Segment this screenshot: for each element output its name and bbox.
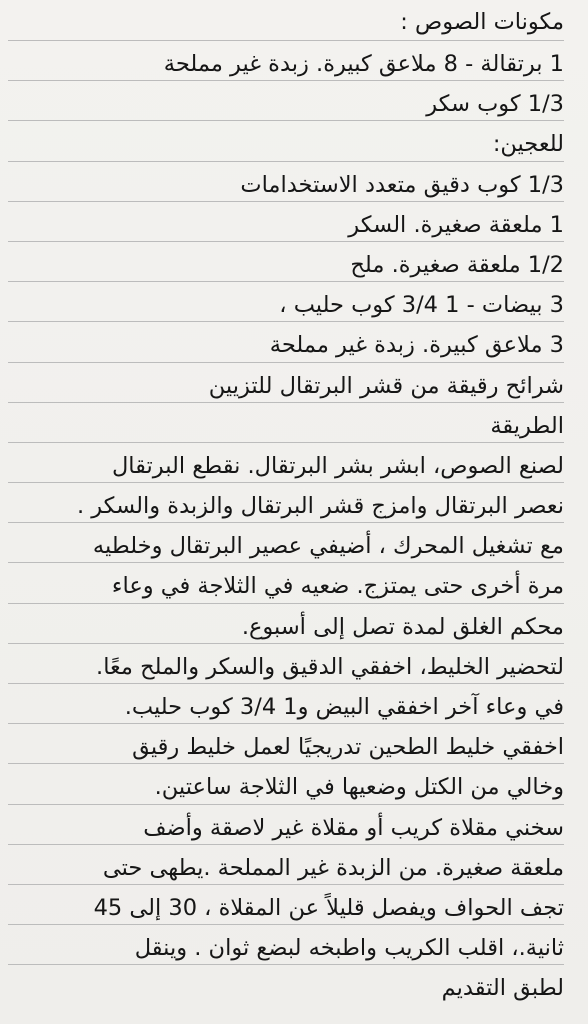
note-line: شرائح رقيقة من قشر البرتقال للتزيين — [8, 363, 564, 403]
note-line: 3 بيضات - 1 3/4 كوب حليب ، — [8, 282, 564, 322]
note-line: مكونات الصوص : — [8, 0, 564, 41]
note-line: الطريقة — [8, 403, 564, 443]
note-line: نعصر البرتقال وامزج قشر البرتقال والزبدة والسكر . — [8, 483, 564, 523]
note-line: محكم الغلق لمدة تصل إلى أسبوع. — [8, 604, 564, 644]
note-line: لصنع الصوص، ابشر بشر البرتقال. نقطع البرتقال — [8, 443, 564, 483]
note-line: تجف الحواف ويفصل قليلاً عن المقلاة ، 30 إلى 45 — [8, 885, 564, 925]
note-line: 3 ملاعق كبيرة. زبدة غير مملحة — [8, 322, 564, 362]
note-line: اخفقي خليط الطحين تدريجيًا لعمل خليط رقيق — [8, 724, 564, 764]
note-line: مع تشغيل المحرك ، أضيفي عصير البرتقال وخلطيه — [8, 523, 564, 563]
note-line: 1/3 كوب دقيق متعدد الاستخدامات — [8, 162, 564, 202]
note-line: 1 ملعقة صغيرة. السكر — [8, 202, 564, 242]
note-line: للعجين: — [8, 121, 564, 161]
note-line: 1/2 ملعقة صغيرة. ملح — [8, 242, 564, 282]
note-line: 1/3 كوب سكر — [8, 81, 564, 121]
note-line: لتحضير الخليط، اخفقي الدقيق والسكر والملح معًا. — [8, 644, 564, 684]
note-line: مرة أخرى حتى يمتزج. ضعيه في الثلاجة في وعاء — [8, 563, 564, 603]
note-line: ملعقة صغيرة. من الزبدة غير المملحة .يطهى حتى — [8, 845, 564, 885]
note-line: وخالي من الكتل وضعيها في الثلاجة ساعتين. — [8, 764, 564, 804]
note-line: 1 برتقالة - 8 ملاعق كبيرة. زبدة غير مملحة — [8, 41, 564, 81]
note-line: لطبق التقديم — [441, 975, 564, 1002]
note-line: ثانية.، اقلب الكريب واطبخه لبضع ثوان . وينقل — [8, 925, 564, 965]
note-line: في وعاء آخر اخفقي البيض و1 3/4 كوب حليب. — [8, 684, 564, 724]
note-line: سخني مقلاة كريب أو مقلاة غير لاصقة وأضف — [8, 805, 564, 845]
